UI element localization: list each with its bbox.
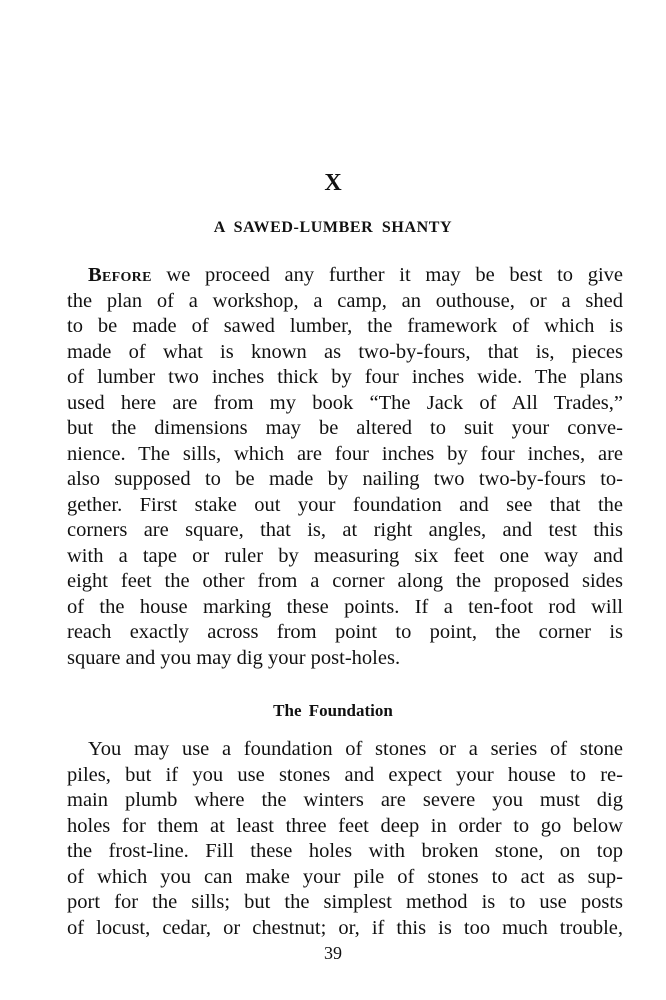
- lead-word: Before: [88, 264, 152, 286]
- text-line: of which you can make your pile of stones to act as sup-: [67, 865, 623, 888]
- text-line: the plan of a workshop, a camp, an outhouse, or a shed: [67, 289, 623, 312]
- text-line: with a tape or ruler by measuring six feet one way and: [67, 544, 623, 567]
- text-line-content: we proceed any further it may be best to give: [151, 264, 623, 286]
- text-line: holes for them at least three feet deep in order to go below: [67, 814, 623, 837]
- text-line: used here are from my book “The Jack of All Trades,”: [67, 391, 623, 414]
- text-line: of lumber two inches thick by four inches wide. The plans: [67, 366, 623, 388]
- text-line: main plumb where the winters are severe you must dig: [67, 789, 623, 811]
- text-line: made of what is known as two-by-fours, that is, pieces: [67, 340, 623, 363]
- text-line: You may use a foundation of stones or a series of stone: [88, 738, 623, 760]
- text-line: gether. First stake out your foundation and see that the: [67, 493, 623, 516]
- text-line: also supposed to be made by nailing two two-by-fours to-: [67, 468, 623, 490]
- text-line: eight feet the other from a corner along the proposed sides: [67, 570, 623, 592]
- page-number: 39: [324, 943, 342, 963]
- text-line: piles, but if you use stones and expect your house to re-: [67, 763, 623, 786]
- text-line: but the dimensions may be altered to suit your conve-: [67, 417, 623, 439]
- chapter-title: A SAWED-LUMBER SHANTY: [213, 219, 453, 236]
- text-line: port for the sills; but the simplest method is to use posts: [67, 891, 623, 913]
- text-line: reach exactly across from point to point, the corner is: [67, 621, 623, 643]
- chapter-number: X: [324, 170, 342, 196]
- text-line: corners are square, that is, at right angles, and test this: [67, 519, 623, 541]
- section-heading: The Foundation: [273, 701, 393, 720]
- text-line: of the house marking these points. If a ten-foot rod will: [67, 595, 623, 618]
- paragraph-intro: [67, 263, 623, 671]
- paragraph-foundation: [67, 737, 623, 941]
- text-line: of locust, cedar, or chestnut; or, if this is too much trouble,: [67, 916, 623, 939]
- text-line: square and you may dig your post-holes.: [67, 646, 401, 669]
- text-line: [67, 263, 623, 289]
- text-line: to be made of sawed lumber, the framework of which is: [67, 315, 623, 337]
- text-line: the frost-line. Fill these holes with broken stone, on top: [67, 840, 623, 862]
- text-line: nience. The sills, which are four inches by four inches, are: [67, 442, 623, 465]
